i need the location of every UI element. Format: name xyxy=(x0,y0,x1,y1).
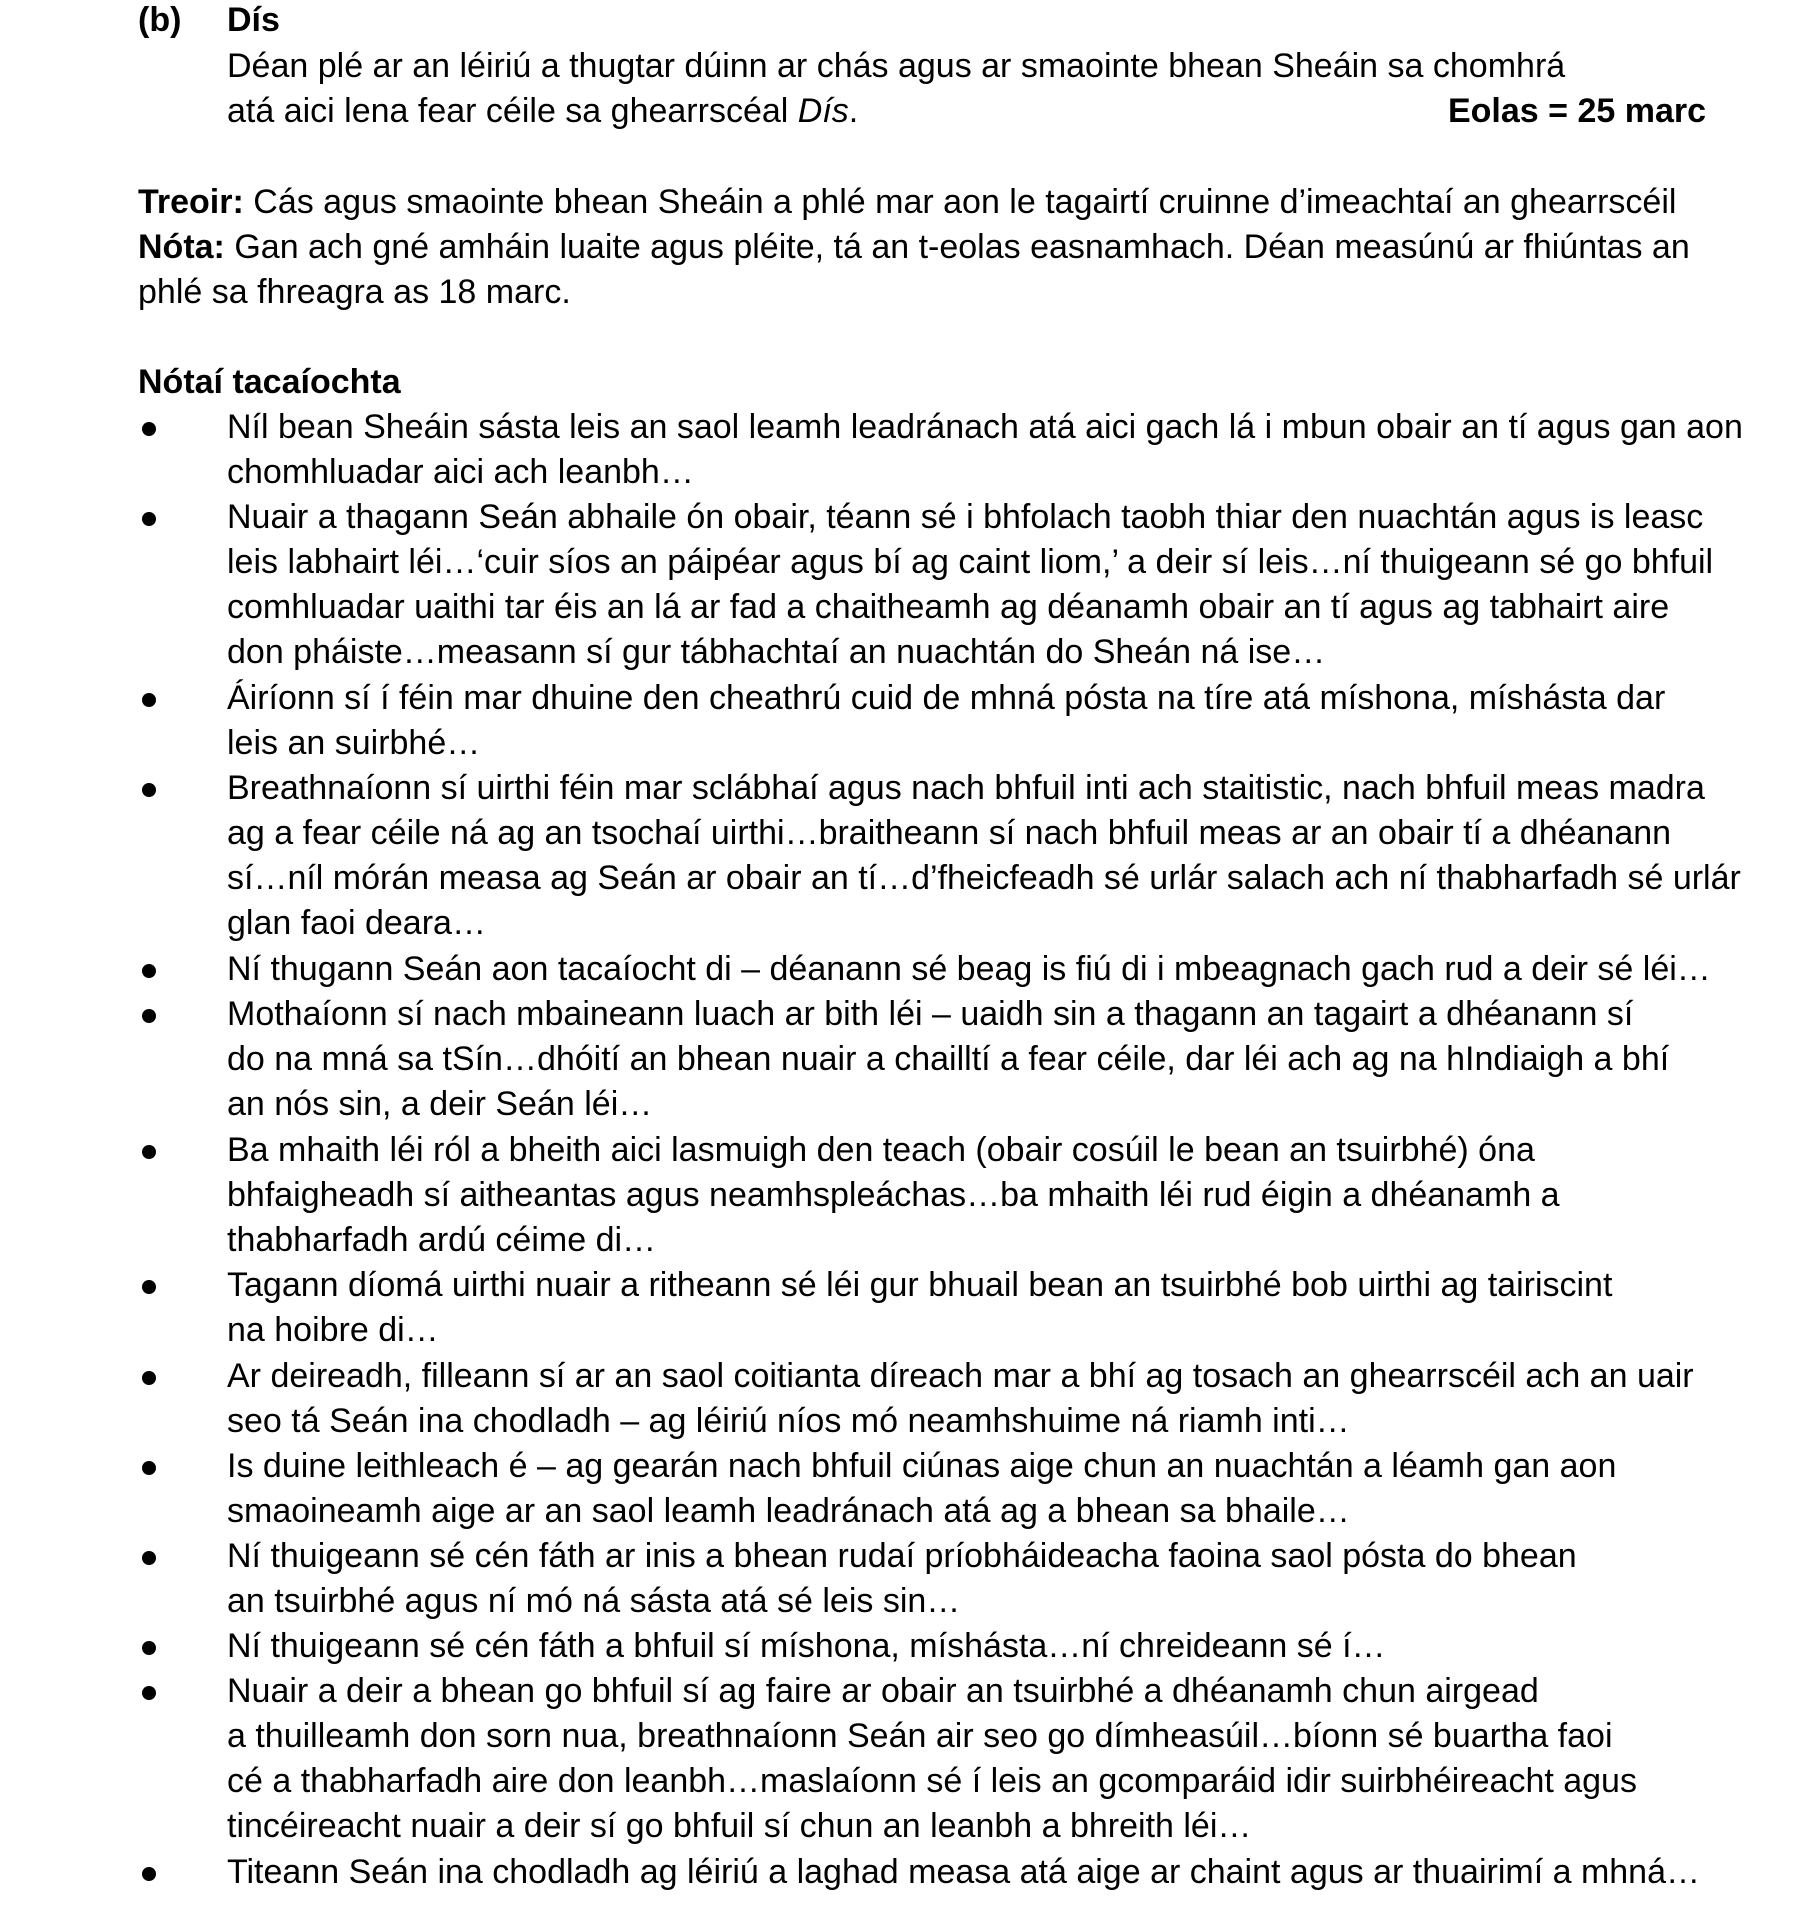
bullet-line: comhluadar uaithi tar éis an lá ar fad a chaitheamh ag déanamh obair an tí agus ag tabhairt aire xyxy=(227,588,1670,626)
bullet-line: na hoibre di… xyxy=(227,1311,439,1349)
section-label: (b) xyxy=(138,1,182,39)
bullet-line: Titeann Seán ina chodladh ag léiriú a laghad measa atá aige ar chaint agus ar thuairimí a mhná… xyxy=(227,1853,1700,1891)
bullet-line: do na mná sa tSín…dhóití an bhean nuair a chailltí a fear céile, dar léi ach ag na hIndiaigh a bhí xyxy=(227,1040,1670,1078)
bullet-icon xyxy=(142,422,156,436)
bullet-icon xyxy=(142,1641,156,1655)
bullet-line: Ar deireadh, filleann sí ar an saol coitianta díreach mar a bhí ag tosach an ghearrscéil ach an uair xyxy=(227,1357,1694,1395)
bullet-icon xyxy=(142,1371,156,1385)
bullet-line: Mothaíonn sí nach mbaineann luach ar bith léi – uaidh sin a thagann an tagairt a dhéanann sí xyxy=(227,995,1634,1033)
bullet-icon xyxy=(142,1280,156,1294)
bullet-line: Ní thugann Seán aon tacaíocht di – déanann sé beag is fiú di i mbeagnach gach rud a deir sé léi… xyxy=(227,950,1711,988)
bullet-icon xyxy=(142,783,156,797)
bullet-line: Ní thuigeann sé cén fáth a bhfuil sí míshona, míshásta…ní chreideann sé í… xyxy=(227,1627,1386,1665)
bullet-line: Is duine leithleach é – ag gearán nach bhfuil ciúnas aige chun an nuachtán a léamh gan aon xyxy=(227,1447,1617,1485)
treoir-text: Cás agus smaointe bhean Sheáin a phlé mar aon le tagairtí cruinne d’imeachtaí an ghearrscéil xyxy=(243,183,1677,221)
bullet-line: sí…níl mórán measa ag Seán ar obair an tí…d’fheicfeadh sé urlár salach ach ní thabharfadh sé urlár xyxy=(227,859,1741,897)
bullet-line: tincéireacht nuair a deir sí go bhfuil sí chun an leanbh a bhreith léi… xyxy=(227,1807,1252,1845)
bullet-icon xyxy=(142,1867,156,1881)
bullet-line: smaoineamh aige ar an saol leamh leadránach atá ag a bhean sa bhaile… xyxy=(227,1492,1350,1530)
treoir-line xyxy=(138,180,1676,225)
bullet-icon xyxy=(142,964,156,978)
bullet-icon xyxy=(142,512,156,526)
bullet-line: an nós sin, a deir Seán léi… xyxy=(227,1085,653,1123)
treoir-label: Treoir: xyxy=(138,183,244,221)
nota-line-2: phlé sa fhreagra as 18 marc. xyxy=(138,273,571,311)
bullet-line: bhfaigheadh sí aitheantas agus neamhspleáchas…ba mhaith léi rud éigin a dhéanamh a xyxy=(227,1176,1560,1214)
bullet-line: glan faoi deara… xyxy=(227,904,486,942)
bullet-line: Ní thuigeann sé cén fáth ar inis a bhean rudaí príobháideacha faoina saol pósta do bhean xyxy=(227,1537,1577,1575)
notes-heading: Nótaí tacaíochta xyxy=(138,363,401,401)
bullet-line: Nuair a deir a bhean go bhfuil sí ag faire ar obair an tsuirbhé a dhéanamh chun airgead xyxy=(227,1672,1539,1710)
bullet-icon xyxy=(142,1461,156,1475)
bullet-line: a thuilleamh don sorn nua, breathnaíonn Seán air seo go dímheasúil…bíonn sé buartha faoi xyxy=(227,1717,1613,1755)
nota-text: Gan ach gné amháin luaite agus pléite, tá an t-eolas easnamhach. Déan measúnú ar fhiúntas an xyxy=(224,228,1690,266)
nota-line-1 xyxy=(138,225,1690,270)
bullet-line: Áiríonn sí í féin mar dhuine den cheathrú cuid de mhná pósta na tíre atá míshona, míshásta dar xyxy=(227,679,1666,717)
marks-label: Eolas = 25 marc xyxy=(1447,92,1706,130)
bullet-line: thabharfadh ardú céime di… xyxy=(227,1221,657,1259)
bullet-line: an tsuirbhé agus ní mó ná sásta atá sé leis sin… xyxy=(227,1582,961,1620)
question-line-2-text: atá aici lena fear céile sa ghearrscéal xyxy=(227,92,798,130)
bullet-line: Breathnaíonn sí uirthi féin mar sclábhaí agus nach bhfuil inti ach staitistic, nach bhfuil meas madra xyxy=(227,769,1705,807)
bullet-line: ag a fear céile ná ag an tsochaí uirthi…braitheann sí nach bhfuil meas ar an obair tí a dhéanann xyxy=(227,814,1672,852)
bullet-icon xyxy=(142,1009,156,1023)
bullet-line: Níl bean Sheáin sásta leis an saol leamh leadránach atá aici gach lá i mbun obair an tí agus gan aon xyxy=(227,408,1743,446)
bullet-icon xyxy=(142,1145,156,1159)
story-title: Dís xyxy=(797,92,849,130)
bullet-icon xyxy=(142,1686,156,1700)
bullet-line: cé a thabharfadh aire don leanbh…maslaíonn sé í leis an gcomparáid idir suirbhéireacht agus xyxy=(227,1762,1637,1800)
question-line-1: Déan plé ar an léiriú a thugtar dúinn ar chás agus ar smaointe bhean Sheáin sa chomhrá xyxy=(227,47,1566,85)
bullet-line: leis labhairt léi…‘cuir síos an páipéar agus bí ag caint liom,’ a deir sí leis…ní thuigeann sé go bhfuil xyxy=(227,543,1714,581)
bullet-icon xyxy=(142,1551,156,1565)
bullet-line: don pháiste…measann sí gur tábhachtaí an nuachtán do Sheán ná ise… xyxy=(227,633,1326,671)
bullet-line: Nuair a thagann Seán abhaile ón obair, téann sé i bhfolach taobh thiar den nuachtán agus is leasc xyxy=(227,498,1704,536)
bullet-icon xyxy=(142,693,156,707)
bullet-line: Ba mhaith léi ról a bheith aici lasmuigh den teach (obair cosúil le bean an tsuirbhé) óna xyxy=(227,1131,1535,1169)
question-line-2 xyxy=(227,89,858,134)
section-title: Dís xyxy=(227,1,280,39)
question-line-2-end: . xyxy=(848,92,859,130)
nota-label: Nóta: xyxy=(138,228,225,266)
bullet-line: seo tá Seán ina chodladh – ag léiriú níos mó neamhshuime ná riamh inti… xyxy=(227,1402,1350,1440)
bullet-line: leis an suirbhé… xyxy=(227,724,481,762)
bullet-line: chomhluadar aici ach leanbh… xyxy=(227,453,694,491)
bullet-line: Tagann díomá uirthi nuair a ritheann sé léi gur bhuail bean an tsuirbhé bob uirthi ag tairiscint xyxy=(227,1266,1613,1304)
